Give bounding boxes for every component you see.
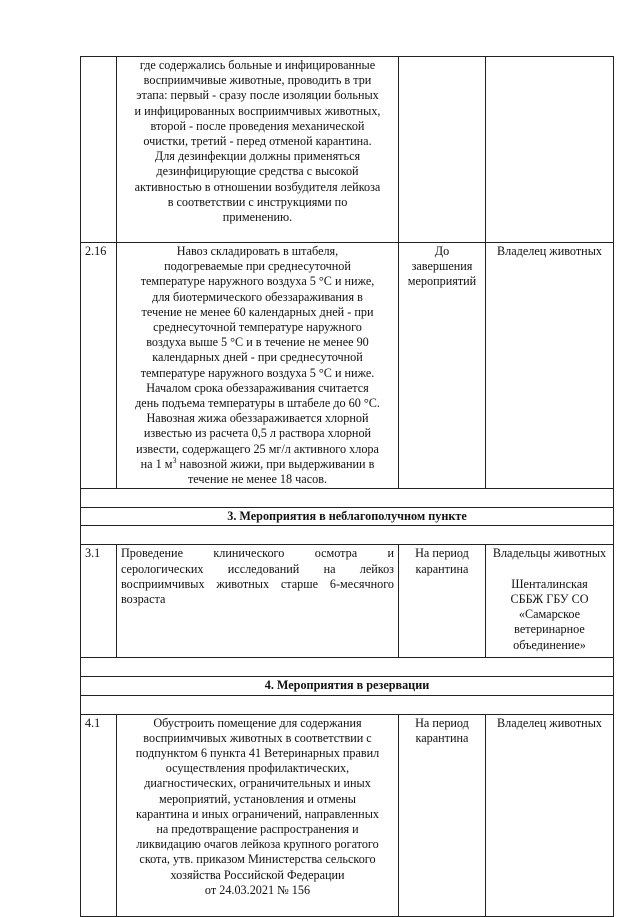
- term-cell: На период карантина: [399, 545, 486, 658]
- responsible-cell: Владелец животных: [486, 714, 614, 916]
- table-row: [81, 714, 614, 916]
- responsible-cell: Владелец животных: [486, 243, 614, 489]
- action-text-main: Навоз складировать в штабеля, подогреваемые при среднесуточной температуре наружного воздуха 5 °С и ниже, для биотермического обеззараживания в течение не менее 60 календарных дней - при среднесуточной температуре наружного воздуха выше 5 °С и в течение не менее 90 календарных дней - при среднесуточной температуре наружного воздуха 5 °С и ниже. Началом срока обеззараживания считается день подъема температуры в штабеле до 60 °С. Навозная жижа обеззараживается хлорной известью из расчета 0,5 л раствора хлорной извести, содержащего 25 мг/л активного хлора на 1 м: [135, 244, 380, 471]
- term-cell: [399, 57, 486, 243]
- action-cell: [117, 243, 399, 489]
- row-number: [81, 57, 117, 243]
- table-row: [81, 545, 614, 658]
- action-cell: где содержались больные и инфицированные восприимчивые животные, проводить в три этапа: первый - сразу после изоляции больных и инфицированных восприимчивых животных, второй - после проведения механической очистки, третий - перед отменой карантина. Для дезинфекции должны применяться дезинфицирующие средства с высокой активностью в отношении возбудителя лейкоза в соответствии с инструкциями по применению.: [117, 57, 399, 243]
- term-cell: До завершения мероприятий: [399, 243, 486, 489]
- measures-table: [80, 56, 614, 917]
- section-title-4: 4. Мероприятия в резервации: [81, 677, 614, 695]
- term-cell: На период карантина: [399, 714, 486, 916]
- section-title-3: 3. Мероприятия в неблагополучном пункте: [81, 508, 614, 526]
- table-row-spacer: [81, 695, 614, 714]
- action-cell: Обустроить помещение для содержания восприимчивых животных в соответствии с подпунктом 6 пункта 41 Ветеринарных правил осуществления профилактических, диагностических, ограничительных и иных мероприятий, установления и отмены карантина и иных ограничений, направленных на предотвращение распространения и ликвидацию очагов лейкоза крупного рогатого скота, утв. приказом Министерства сельского хозяйства Российской Федерации от 24.03.2021 № 156: [117, 714, 399, 916]
- row-number: 4.1: [81, 714, 117, 916]
- row-number: 3.1: [81, 545, 117, 658]
- action-text-tail: навозной жижи, при выдерживании в течение не менее 18 часов.: [179, 456, 375, 487]
- table-row-spacer: [81, 489, 614, 508]
- spacer-cell: [81, 489, 614, 508]
- table-row-spacer: [81, 658, 614, 677]
- table-row: [81, 57, 614, 243]
- action-cell: Проведение клинического осмотра и серологических исследований на лейкоз восприимчивых животных старше 6-месячного возраста: [117, 545, 399, 658]
- spacer-cell: [81, 658, 614, 677]
- spacer-cell: [81, 526, 614, 545]
- responsible-cell: Владельцы животных Шенталинская СББЖ ГБУ СО «Самарское ветеринарное объединение»: [486, 545, 614, 658]
- section-header-row: [81, 677, 614, 695]
- cubic-superscript: 3: [172, 455, 177, 465]
- row-number: 2.16: [81, 243, 117, 489]
- responsible-cell: [486, 57, 614, 243]
- section-header-row: [81, 508, 614, 526]
- spacer-cell: [81, 695, 614, 714]
- table-row-spacer: [81, 526, 614, 545]
- table-row: [81, 243, 614, 489]
